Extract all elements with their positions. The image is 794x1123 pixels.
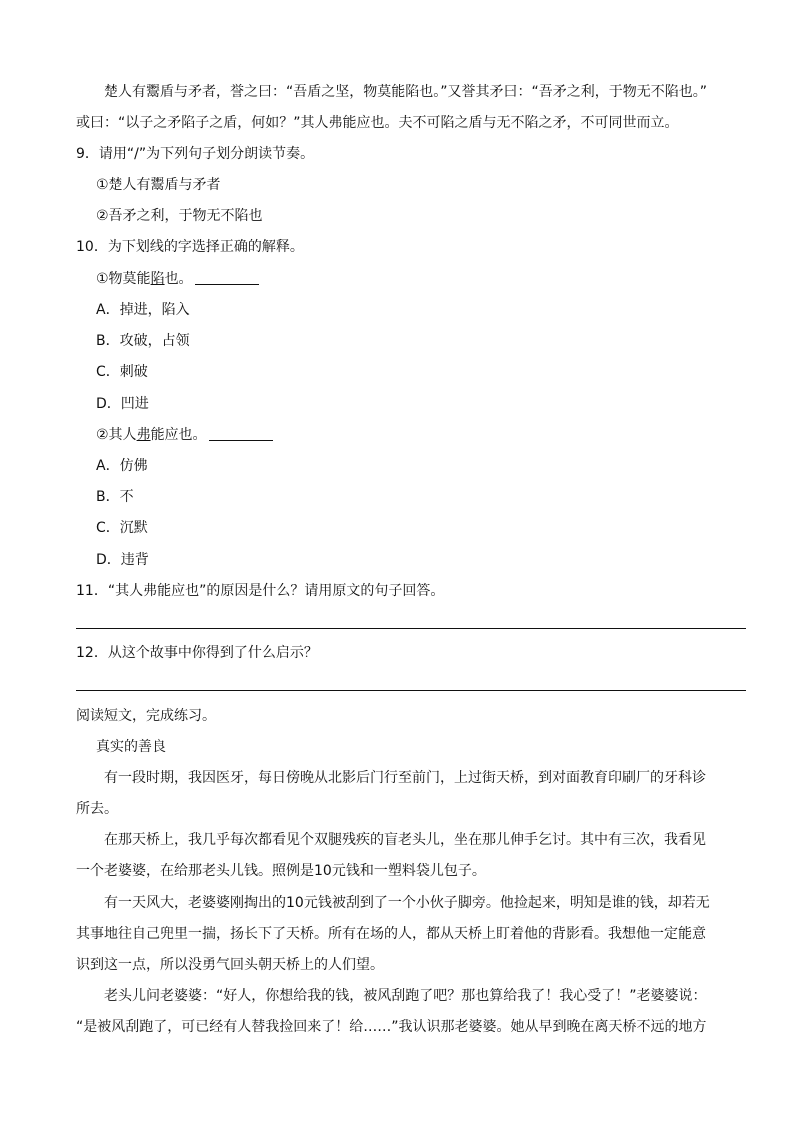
- question-10-sub1: [96, 269, 259, 289]
- question-10-sub2: [96, 425, 273, 445]
- reading-line: 一个老婆婆，在给那老头儿钱。照例是10元钱和一塑料袋儿包子。: [76, 863, 486, 879]
- option: C．沉默: [96, 520, 148, 536]
- answer-blank[interactable]: [209, 426, 273, 441]
- underlined-char: 弗: [136, 427, 151, 443]
- reading-line: “是被风刮跑了，可已经有人替我捡回来了！给……”我认识那老婆婆。她从早到晚在离天桥不远的地方: [76, 1019, 707, 1035]
- option: A．掉进，陷入: [96, 302, 190, 318]
- reading-line: 有一段时期，我因医牙，每日傍晚从北影后门行至前门，上过街天桥，到对面教育印刷厂的牙科诊: [104, 770, 706, 786]
- question-9-item: ①楚人有鬻盾与矛者: [96, 177, 221, 193]
- sub2-text-post: 能应也。: [150, 427, 207, 443]
- reading-line: 有一天风大，老婆婆刚掏出的10元钱被刮到了一个小伙子脚旁。他捡起来，明知是谁的钱，却若无: [104, 895, 710, 911]
- answer-blank[interactable]: [195, 270, 259, 285]
- sub2-text-pre: ②其人: [96, 427, 137, 443]
- sub1-text-pre: ①物莫能: [96, 271, 151, 287]
- option: B．攻破，占领: [96, 333, 190, 349]
- question-11-stem: 11．“其人弗能应也”的原因是什么？请用原文的句子回答。: [76, 583, 445, 599]
- question-12-stem: 12．从这个故事中你得到了什么启示？: [76, 645, 318, 661]
- reading-line: 其事地往自己兜里一揣，扬长下了天桥。所有在场的人，都从天桥上盯着他的背影看。我想他一定能意: [76, 926, 706, 942]
- option: C．刺破: [96, 364, 148, 380]
- underlined-char: 陷: [150, 271, 165, 287]
- reading-instruction: 阅读短文，完成练习。: [76, 708, 216, 724]
- sub1-text-post: 也。: [164, 271, 193, 287]
- reading-line: 在那天桥上，我几乎每次都看见个双腿残疾的盲老头儿，坐在那儿伸手乞讨。其中有三次，我看见: [104, 832, 706, 848]
- passage-line: 或曰：“以子之矛陷子之盾，何如？”其人弗能应也。夫不可陷之盾与无不陷之矛，不可同世而立。: [76, 115, 679, 131]
- reading-line: 所去。: [76, 801, 118, 817]
- option: A．仿佛: [96, 458, 148, 474]
- reading-line: 老头儿问老婆婆：“好人，你想给我的钱，被风刮跑了吧？那也算给我了！我心受了！”老婆婆说：: [104, 988, 707, 1004]
- question-9-item: ②吾矛之利，于物无不陷也: [96, 208, 263, 224]
- passage-line: 楚人有鬻盾与矛者，誉之曰：“吾盾之坚，物莫能陷也。”又誉其矛曰：“吾矛之利，于物无不陷也。”: [104, 84, 708, 100]
- option: D．违背: [96, 552, 149, 568]
- answer-line[interactable]: [76, 628, 746, 629]
- option: D．凹进: [96, 396, 149, 412]
- reading-title: 真实的善良: [96, 739, 166, 755]
- question-9-stem: 9．请用“/”为下列句子划分朗读节奏。: [76, 146, 315, 162]
- answer-line[interactable]: [76, 690, 746, 691]
- option: B．不: [96, 489, 134, 505]
- reading-line: 识到这一点，所以没勇气回头朝天桥上的人们望。: [76, 957, 384, 973]
- question-10-stem: 10．为下划线的字选择正确的解释。: [76, 239, 304, 255]
